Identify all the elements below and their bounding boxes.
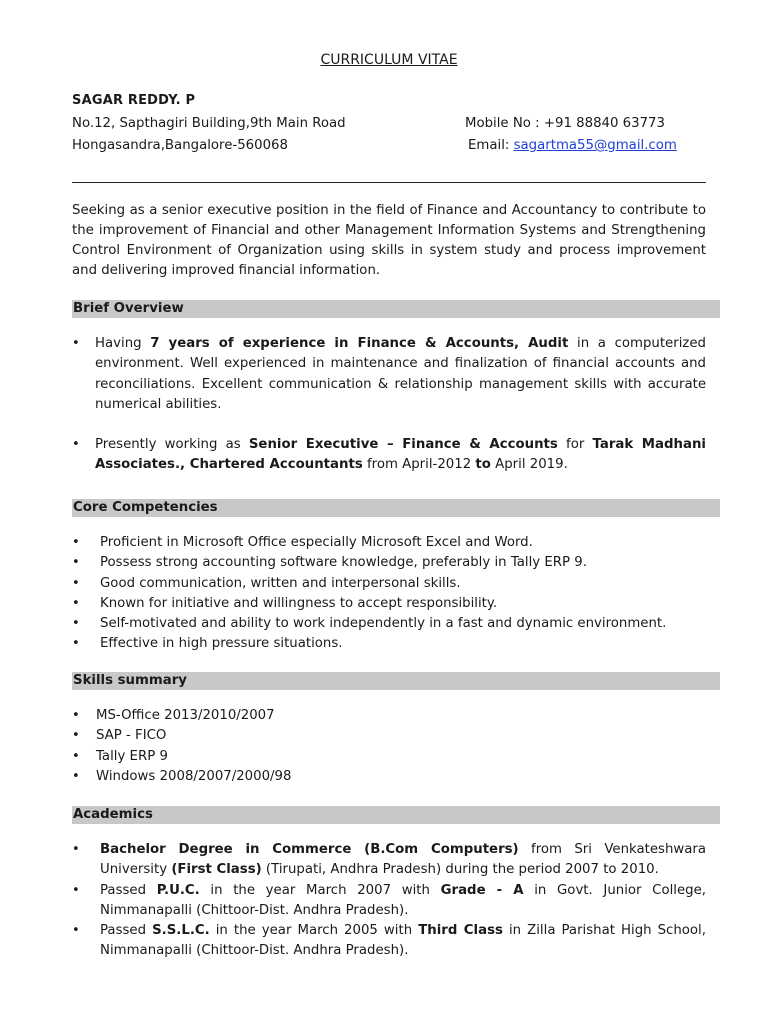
bullet-icon: • <box>72 535 80 550</box>
bullet-icon: • <box>72 923 80 939</box>
core-competencies-list <box>72 533 706 655</box>
bullet-icon: • <box>72 575 80 591</box>
list-item: • Self-motivated and ability to work independently in a fast and dynamic environment. <box>72 614 706 634</box>
list-item: • Passed P.U.C. in the year March 2007 with Grade - A in Govt. Junior College, Nimmanapalli (Chittoor-Dist. Andhra Pradesh). <box>72 882 706 918</box>
document-title: CURRICULUM VITAE <box>320 52 458 68</box>
section-heading-core-competencies: Core Competencies <box>72 499 720 517</box>
career-objective: Seeking as a senior executive position in the field of Finance and Accountancy to contribute to the improvement of Financial and other Management Information Systems and Strengthening Control Environment of Organization using skills in system study and process improvement and delivering improved financial information. <box>72 203 706 278</box>
email-line <box>468 138 677 153</box>
list-item: • Presently working as Senior Executive – Finance & Accounts for Tarak Madhani Associates., Chartered Accountants from April-2012 to April 2019. <box>72 437 706 473</box>
list-item: • Known for initiative and willingness to accept responsibility. <box>72 594 706 614</box>
academics-list <box>72 840 706 962</box>
header-divider <box>72 182 706 183</box>
bullet-icon: • <box>72 728 80 744</box>
list-item: • Windows 2008/2007/2000/98 <box>72 767 706 787</box>
candidate-name: SAGAR REDDY. P <box>72 93 196 108</box>
address-line-2: Hongasandra,Bangalore-560068 <box>72 138 288 153</box>
list-item: • Bachelor Degree in Commerce (B.Com Computers) from Sri Venkateshwara University (First Class) (Tirupati, Andhra Pradesh) during the period 2007 to 2010. <box>72 842 707 878</box>
bullet-icon: • <box>72 636 80 652</box>
address-line-1: No.12, Sapthagiri Building,9th Main Road <box>72 116 346 131</box>
list-item: • MS-Office 2013/2010/2007 <box>72 706 706 726</box>
list-item: • Good communication, written and interpersonal skills. <box>72 574 706 594</box>
list-item: • Having 7 years of experience in Finance & Accounts, Audit in a computerized environment. Well experienced in maintenance and finalization of financial accounts and reconciliations. Excellent communication & relationship management skills with accurate numerical abilities. <box>72 336 707 412</box>
section-heading-skills-summary: Skills summary <box>72 672 720 690</box>
list-item: • Possess strong accounting software knowledge, preferably in Tally ERP 9. <box>72 553 706 573</box>
bullet-icon: • <box>72 336 80 351</box>
bullet-icon: • <box>72 555 80 571</box>
list-item: • Tally ERP 9 <box>72 747 706 767</box>
bullet-icon: • <box>72 768 80 784</box>
brief-overview-list <box>72 334 706 476</box>
bullet-icon: • <box>72 616 80 632</box>
email-link[interactable]: sagartma55@gmail.com <box>513 138 677 153</box>
bullet-icon: • <box>72 748 80 764</box>
list-item: • SAP - FICO <box>72 726 706 746</box>
bullet-icon: • <box>72 437 80 453</box>
bullet-icon: • <box>72 595 80 611</box>
list-item: • Proficient in Microsoft Office especially Microsoft Excel and Word. <box>72 533 706 553</box>
bullet-icon: • <box>72 842 80 857</box>
list-item: • Effective in high pressure situations. <box>72 634 706 654</box>
section-heading-brief-overview: Brief Overview <box>72 300 720 318</box>
bullet-icon: • <box>72 882 80 898</box>
mobile-number: Mobile No : +91 88840 63773 <box>465 116 665 131</box>
email-label: Email: <box>468 138 514 153</box>
bullet-icon: • <box>72 708 80 723</box>
list-item: • Passed S.S.L.C. in the year March 2005 with Third Class in Zilla Parishat High School, Nimmanapalli (Chittoor-Dist. Andhra Pradesh). <box>72 923 706 959</box>
section-heading-academics: Academics <box>72 806 720 824</box>
skills-summary-list <box>72 706 706 787</box>
